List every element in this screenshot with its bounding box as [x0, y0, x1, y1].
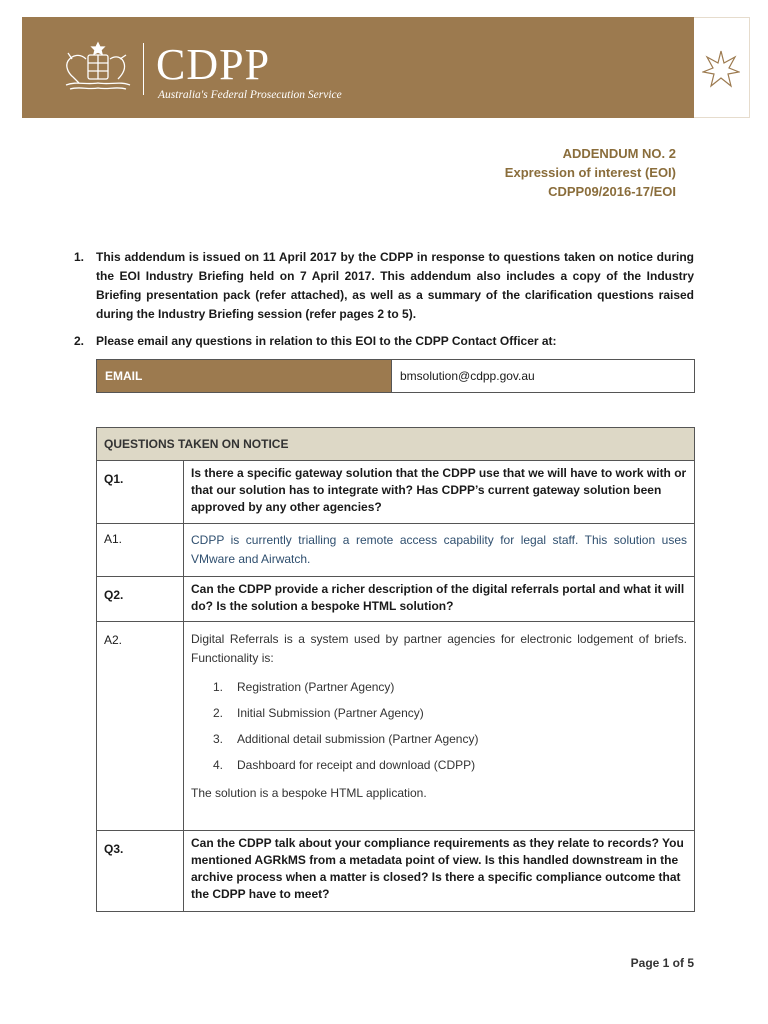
row-label: Q1. [97, 461, 184, 524]
table-row [97, 524, 695, 577]
question-text: Can the CDPP talk about your compliance requirements as they relate to records? You mentioned AGRkMS from a metadata point of view. Is this handled downstream in the archive process when a matter is closed? Is there a specific compliance outcome that the CDPP have to meet? [184, 831, 695, 912]
email-table [96, 359, 695, 393]
paragraph-text: Please email any questions in relation to this EOI to the CDPP Contact Officer at: [96, 334, 557, 348]
page-number: Page 1 of 5 [630, 956, 694, 970]
header-banner [22, 17, 694, 118]
table-row [97, 461, 695, 524]
question-text: Is there a specific gateway solution that the CDPP use that we will have to work with or that our solution has to integrate with? Has CDPP’s current gateway solution been approved by any other agencies? [184, 461, 695, 524]
questions-table-header [97, 428, 695, 461]
answer-outro: The solution is a bespoke HTML application. [191, 786, 427, 800]
cdpp-subtitle: Australia's Federal Prosecution Service [158, 89, 342, 101]
answer-cell [184, 622, 695, 831]
logo-divider [143, 43, 144, 95]
email-label: EMAIL [97, 360, 392, 393]
list-item: 1. Registration (Partner Agency) [213, 680, 395, 694]
questions-table-title: QUESTIONS TAKEN ON NOTICE [97, 428, 695, 461]
question-text: Can the CDPP provide a richer description of the digital referrals portal and what it will do? Is the solution a bespoke HTML solution? [184, 577, 695, 622]
list-item: 3. Additional detail submission (Partner Agency) [213, 732, 479, 746]
addendum-number: ADDENDUM NO. 2 [562, 146, 676, 161]
row-label: A2. [97, 622, 184, 831]
row-label: A1. [97, 524, 184, 577]
email-address-link[interactable]: bmsolution@cdpp.gov.au [392, 360, 695, 393]
functionality-list [191, 674, 687, 778]
table-row [97, 622, 695, 831]
questions-table [96, 427, 695, 912]
paragraph-number: 1. [74, 250, 85, 264]
coat-of-arms-icon [58, 37, 138, 97]
paragraph-number: 2. [74, 334, 85, 348]
answer-text: CDPP is currently trialling a remote access capability for legal staff. This solution uses VMware and Airwatch. [184, 524, 695, 577]
list-item: 2. Initial Submission (Partner Agency) [213, 706, 424, 720]
addendum-type: Expression of interest (EOI) [504, 165, 676, 180]
addendum-reference: CDPP09/2016-17/EOI [548, 184, 676, 199]
cdpp-logo-text: CDPP [156, 40, 271, 89]
paragraph-2 [74, 332, 694, 351]
commonwealth-star-icon [702, 50, 740, 88]
row-label: Q3. [97, 831, 184, 912]
list-item: 4. Dashboard for receipt and download (CDPP) [213, 758, 476, 772]
paragraph-text: This addendum is issued on 11 April 2017 by the CDPP in response to questions taken on notice during the EOI Industry Briefing held on 7 April 2017. This addendum also includes a copy of the Industry Briefing presentation pack (refer attached), as well as a summary of the clarification questions raised during the Industry Briefing session (refer pages 2 to 5). [96, 250, 694, 321]
row-label: Q2. [97, 577, 184, 622]
table-row [97, 831, 695, 912]
table-row [97, 577, 695, 622]
paragraph-1 [74, 248, 694, 324]
answer-intro: Digital Referrals is a system used by partner agencies for electronic lodgement of briefs. Functionality is: [191, 632, 687, 665]
addendum-heading [505, 144, 676, 201]
star-panel [694, 17, 750, 118]
